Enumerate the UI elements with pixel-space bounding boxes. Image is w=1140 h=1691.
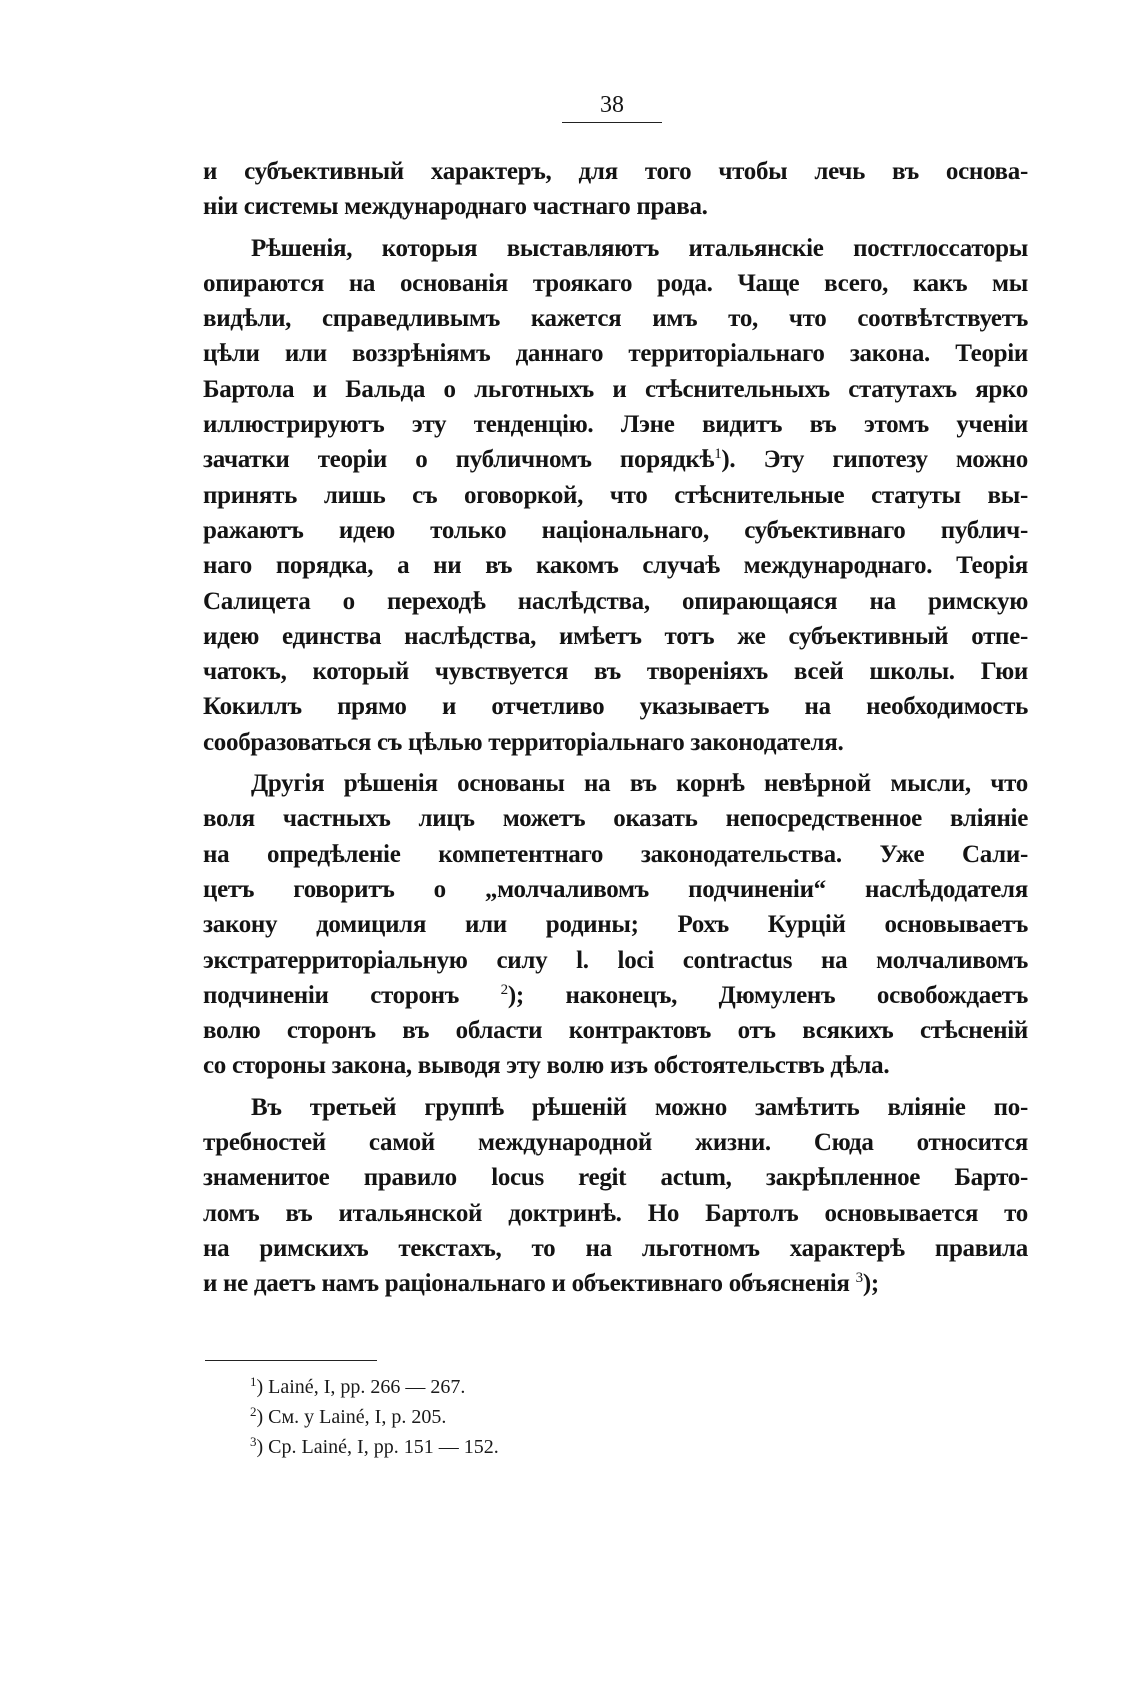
- footnote-reference: 3: [855, 1270, 863, 1287]
- line-text: Другія рѣшенія основаны на въ корнѣ невѣрной мысли, что: [251, 770, 1028, 798]
- line-text-continued: );: [862, 1270, 879, 1298]
- main-text: [203, 154, 1028, 1302]
- line-text: и субъективный характеръ, для того чтобы лечь въ основа-: [203, 158, 1028, 185]
- footnote: [250, 1372, 950, 1402]
- footnote-mark: 1: [250, 1374, 257, 1389]
- line-text: на опредѣленіе компетентнаго законодательства. Уже Сали-: [203, 840, 1028, 868]
- text-line: [203, 442, 1028, 477]
- line-text: цѣли или воззрѣніямъ даннаго территоріальнаго закона. Теоріи: [203, 340, 1028, 368]
- line-text: цетъ говоритъ о „молчаливомъ подчиненіи“ наслѣдодателя: [203, 875, 1028, 903]
- footnote-text: ) Lainé, I, pp. 266 — 267.: [256, 1376, 466, 1398]
- line-text: Салицета о переходѣ наслѣдства, опирающаяся на римскую: [203, 587, 1028, 615]
- footnotes: [250, 1372, 950, 1462]
- line-text: принять лишь съ оговоркой, что стѣснительные статуты вы-: [203, 481, 1028, 509]
- line-text: подчиненіи сторонъ: [203, 981, 501, 1009]
- line-text: на римскихъ текстахъ, то на льготномъ характерѣ правила: [203, 1234, 1028, 1262]
- text-line: [203, 1048, 1028, 1083]
- footnote-text: ) Cp. Lainé, I, pp. 151 — 152.: [256, 1436, 499, 1458]
- text-line: [203, 1160, 1028, 1195]
- text-line: [203, 231, 1028, 266]
- line-text: наго порядка, а ни въ какомъ случаѣ международнаго. Теорія: [203, 552, 1028, 580]
- line-text: знаменитое правило locus regit actum, закрѣпленное Барто-: [203, 1164, 1028, 1192]
- text-line: [203, 654, 1028, 689]
- footnote-text: ) См. у Lainé, I, p. 205.: [256, 1406, 447, 1428]
- line-text: и не даетъ намъ раціональнаго и объективнаго объясненія: [203, 1270, 856, 1298]
- line-text: опираются на основанія троякаго рода. Чаще всего, какъ мы: [203, 269, 1028, 297]
- text-line: [203, 725, 1028, 760]
- text-line: [203, 301, 1028, 336]
- line-text: экстратерриторіальную силу l. loci contractus на молчаливомъ: [203, 946, 1028, 974]
- line-text: Рѣшенія, которыя выставляютъ итальянскіе постглоссаторы: [251, 234, 1028, 262]
- line-text: иллюстрируютъ эту тенденцію. Лэне видитъ въ этомъ ученіи: [203, 411, 1028, 439]
- text-line: [203, 336, 1028, 371]
- text-line: [203, 548, 1028, 583]
- line-text: Кокиллъ прямо и отчетливо указываетъ на необходимость: [203, 693, 1028, 721]
- line-text-continued: ); наконецъ, Дюмуленъ освобождаетъ: [507, 981, 1028, 1009]
- text-line: [203, 1266, 1028, 1301]
- line-text: требностей самой международной жизни. Сюда относится: [203, 1129, 1028, 1157]
- line-text-continued: ). Эту гипотезу можно: [721, 446, 1028, 474]
- text-line: [203, 837, 1028, 872]
- footnote-mark: 3: [250, 1434, 257, 1449]
- footnote-reference: 1: [714, 446, 722, 463]
- text-line: [203, 1231, 1028, 1266]
- text-line: [203, 478, 1028, 513]
- line-text: видѣли, справедливымъ кажется имъ то, что соотвѣтствуетъ: [203, 305, 1028, 333]
- text-line: [203, 154, 1028, 189]
- text-line: [203, 1125, 1028, 1160]
- line-text: чатокъ, который чувствуется въ твореніяхъ всей школы. Гюи: [203, 658, 1028, 686]
- line-text: воля частныхъ лицъ можетъ оказать непосредственное вліяніе: [203, 805, 1028, 833]
- line-text: волю сторонъ въ области контрактовъ отъ всякихъ стѣсненій: [203, 1017, 1028, 1045]
- text-line: [203, 943, 1028, 978]
- text-line: [203, 266, 1028, 301]
- line-text: идею единства наслѣдства, имѣетъ тотъ же субъективный отпе-: [203, 622, 1028, 650]
- page-number: 38: [562, 92, 662, 123]
- text-line: [203, 584, 1028, 619]
- line-text: ражаютъ идею только національнаго, субъективнаго публич-: [203, 516, 1028, 544]
- line-text: зачатки теоріи о публичномъ порядкѣ: [203, 446, 715, 474]
- text-line: [203, 907, 1028, 942]
- footnote-divider: [205, 1360, 377, 1361]
- text-line: [203, 407, 1028, 442]
- text-line: [203, 978, 1028, 1013]
- line-text: Бартола и Бальда о льготныхъ и стѣснительныхъ статутахъ ярко: [203, 375, 1028, 403]
- footnote: [250, 1432, 950, 1462]
- line-text: ломъ въ итальянской доктринѣ. Но Бартолъ основывается то: [203, 1199, 1028, 1227]
- line-text: закону домициля или родины; Рохъ Курцій основываетъ: [203, 911, 1028, 939]
- text-line: [203, 372, 1028, 407]
- text-line: [203, 619, 1028, 654]
- line-text: сообразоваться съ цѣлью территоріальнаго законодателя.: [203, 728, 844, 756]
- footnote: [250, 1402, 950, 1432]
- text-line: [203, 801, 1028, 836]
- line-text: ніи системы международнаго частнаго права.: [203, 193, 708, 221]
- line-text: со стороны закона, выводя эту волю изъ обстоятельствъ дѣла.: [203, 1052, 890, 1080]
- text-line: [203, 189, 1028, 224]
- text-line: [203, 689, 1028, 724]
- footnote-mark: 2: [250, 1404, 257, 1419]
- text-line: [203, 513, 1028, 548]
- text-line: [203, 1090, 1028, 1125]
- text-line: [203, 872, 1028, 907]
- line-text: Въ третьей группѣ рѣшеній можно замѣтить вліяніе по-: [251, 1093, 1028, 1121]
- text-line: [203, 1196, 1028, 1231]
- footnote-reference: 2: [500, 981, 508, 998]
- text-line: [203, 1013, 1028, 1048]
- text-line: [203, 766, 1028, 801]
